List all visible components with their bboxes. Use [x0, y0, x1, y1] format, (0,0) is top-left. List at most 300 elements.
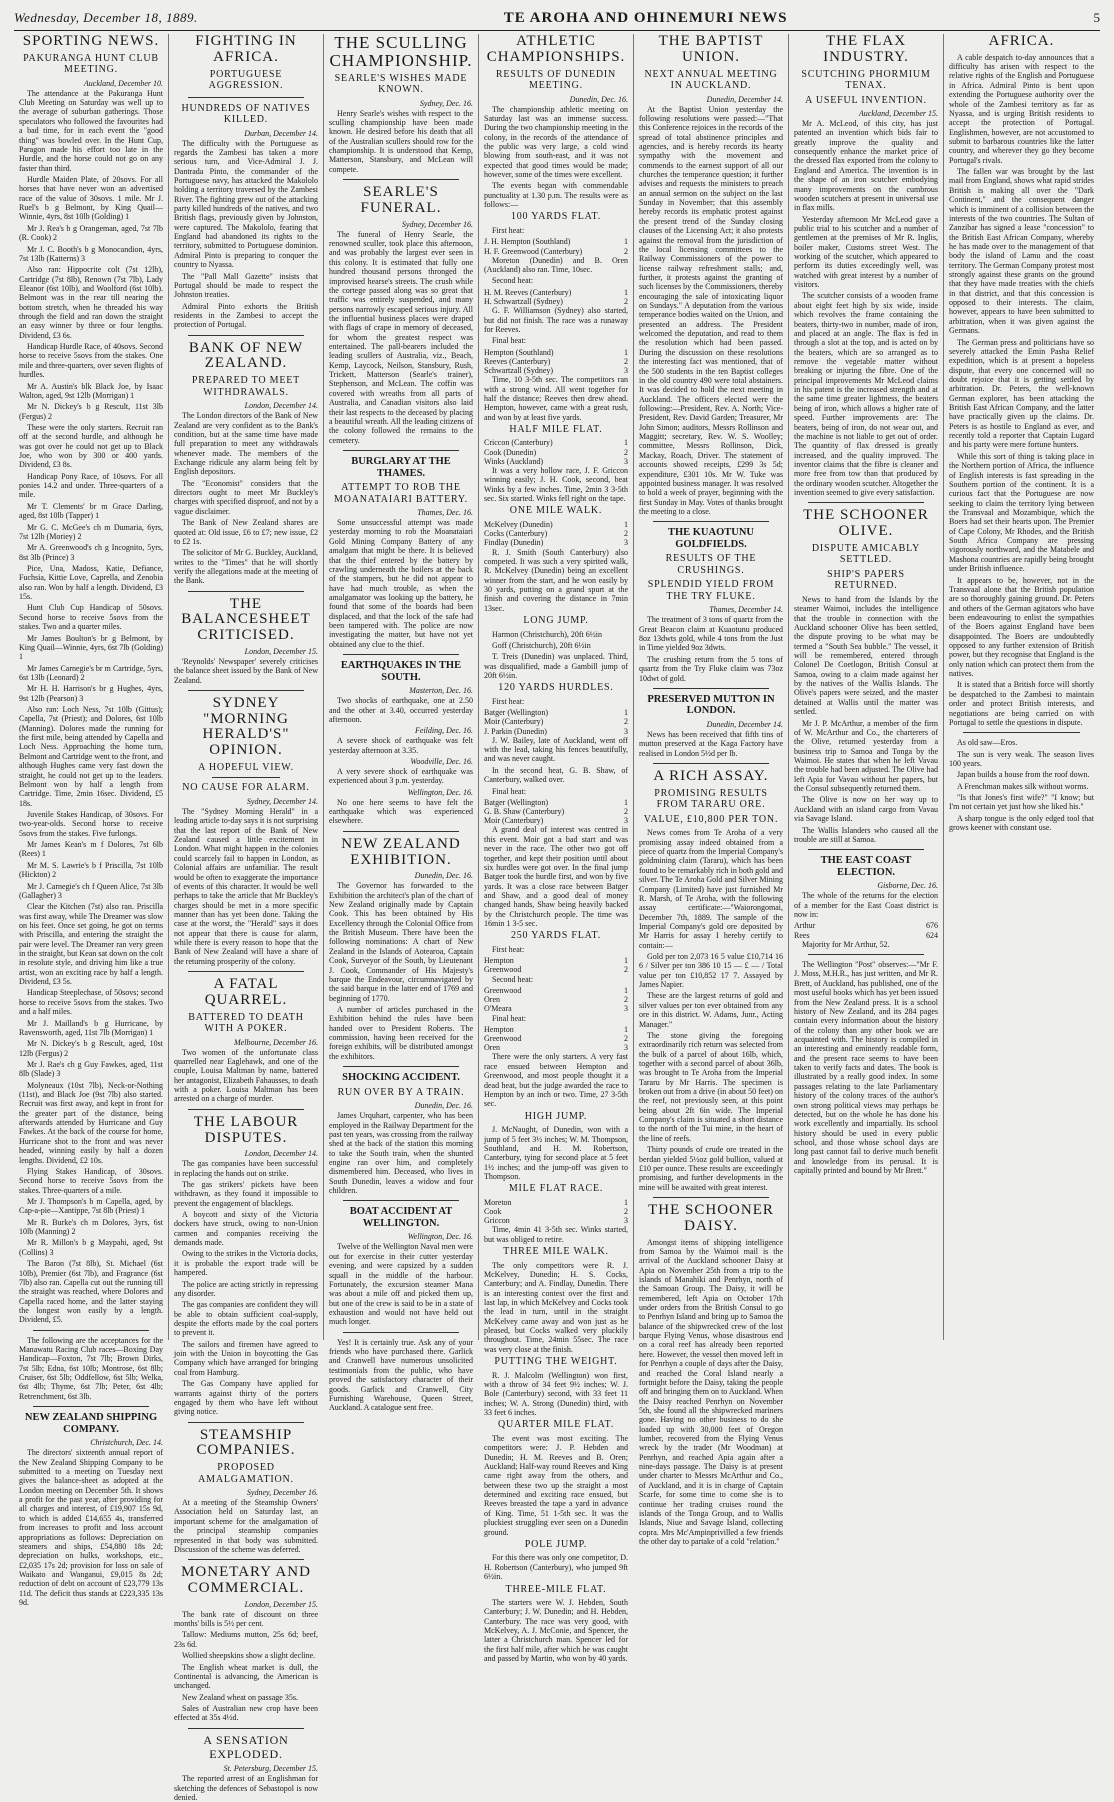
article-headline: SEARLE'S FUNERAL.	[360, 184, 442, 216]
article-paragraph: Mr A. Austin's blk Black Joe, by Isaac Walton, aged, 9st 12lb (Morrigan) 1	[19, 381, 163, 400]
result-place: 676	[926, 921, 938, 931]
result-place: 1	[624, 1197, 628, 1207]
column-rule	[808, 954, 924, 955]
article-paragraph: News has been received that fifth tins of mutton preserved at the Kaga Factory have realised in London 5½d per lb.	[639, 730, 783, 758]
result-row	[484, 457, 628, 466]
article-paragraph: The Olive is now on her way up to Auckland with an island cargo from Vavau via Savage Island.	[794, 795, 938, 824]
article-paragraph: The whole of the returns for the election of a member for the East Coast district is now in:	[794, 891, 938, 920]
column-rule	[653, 688, 769, 689]
article-dateline: Sydney, December 16.	[401, 219, 473, 229]
article-subheading: PORTUGUESE AGGRESSION.	[208, 68, 284, 91]
result-place: 2	[624, 807, 628, 817]
article-paragraph: Wollied sheepskins show a slight decline.	[182, 1651, 316, 1661]
result-name: Hempton	[484, 956, 514, 966]
article-subheading: SHIP'S PAPERS RETURNED.	[827, 568, 905, 592]
article-paragraph: Molyneaux (10st 7lb), Neck-or-Nothing (11st), and Black Joe (9st 7lb) also started. Recruit was first away, and kept in front for the greater part of the distance, being afterwards attended by Hurricane and Guy Fawkes. At the back of the course for home, Hurricane shot to the front and was never headed, winning easily by half a dozen lengths. Dividend, £2 10s.	[19, 1080, 163, 1165]
result-row	[484, 1034, 628, 1043]
article-paragraph: The events began with commendable punctuality at 1.30 p.m. The results were as follows:—	[484, 181, 628, 210]
article-paragraph: The following are the acceptances for the Manawatu Racing Club races—Boxing Day Handicap—Foxton, 7st 7lb; Brown Dirks, 7st 5lb; Edna, 6st 10lb; Montrose, 6st 8lb; Cruiser, 6st 5lb; Oddfellow, 6st 5lb; Welka, 6st 4lb; Thyme, 6st 7lb; Peter, 6st 4lb; Retrenchment, 6st 3lb.	[19, 1335, 163, 1401]
result-row	[484, 717, 628, 726]
article-paragraph: Henry Searle's wishes with respect to the sculling championship have been made known. He desired before his death that all of the Australian scullers should row for the championship. It is understood that Kemp, Matterson, Stansbury, and McLean will compete.	[329, 108, 473, 174]
article-paragraph: Admiral Pinto exhorts the British residents in the Zambesi to accept the protection of Portugal.	[174, 301, 318, 330]
article-paragraph: Gold per ton 2,073 16 5 value £10,714 16 6 / Silver per ton 386 10 15 — £ — / Total value per ton £10,852 17 7. Assayed by James Napier.	[639, 952, 783, 990]
article-paragraph: The sun is very weak. The season lives 100 years.	[949, 749, 1094, 768]
column-rule	[188, 591, 304, 592]
article-paragraph: The "Pall Mall Gazette" insists that Portugal should be made to respect the Johnston treaties.	[174, 271, 318, 300]
article-paragraph: Japan builds a house from the roof down.	[957, 770, 1090, 780]
result-row	[484, 1004, 628, 1013]
article-dateline: Dunedin, Dec. 16.	[414, 871, 473, 881]
news-column-6	[789, 34, 944, 1340]
article-headline: STEAMSHIP COMPANIES.	[196, 1426, 296, 1459]
article-subheading: PREPARED TO MEET WITHDRAWALS.	[191, 375, 301, 398]
result-name: Oren	[484, 995, 500, 1005]
result-row	[794, 921, 938, 930]
article-paragraph: Mr N. Dickey's b g Rescult, 11st 3lb (Fergus) 2	[19, 402, 163, 421]
article-subheading: NO CAUSE FOR ALARM.	[182, 782, 310, 794]
column-rule	[653, 1197, 769, 1198]
article-paragraph: The German press and politicians have so severely attacked the Emin Pasha Relief expedition, which is at present a hopeless dispute, that every one concerned will no doubt rejoice that it is getting settled by arbitration. Dr. Peters, the well-known German explorer, has been attacking the British East African Company, and the latter have practically given up the claims. Dr. Peters is as hostile to England as ever, and recently told a reporter that Captain Lugard and his party were mere fortune hunters.	[949, 337, 1094, 450]
section-headline: THE KUAOTUNU GOLDFIELDS.	[667, 527, 755, 550]
column-rule	[808, 849, 924, 850]
result-place: 3	[624, 456, 628, 466]
article-paragraph: J. W. Bailey, late of Auckland, went off with the lead, taking his fences beautifully, and was never caught.	[484, 735, 628, 764]
article-subheading: 100 YARDS FLAT.	[510, 211, 602, 223]
article-paragraph: The directors' sixteenth annual report of the New Zealand Shipping Company to be submitted to a meeting on Tuesday next gives the balance-sheet as adopted at the London meeting on December 5th. It shows a profit for the past year, after providing for all charges and interest, of £19,907 15s 9d, to which is added £14,655 4s, transferred from increases to profit and loss account appropriations as follows: Depreciation on steamers and ships, £54,880 18s 2d; depreciation on hulks, workshops, etc., £2,035 17s 2d; provision for loss on sale of Waikato and Wanganui, £9,015 8s 2d; reduction of debt on account of £23,779 13s 11d. The deficit thus stands at £223,335 13s 9d.	[19, 1448, 163, 1608]
article-subheading: HUNDREDS OF NATIVES KILLED.	[181, 102, 311, 125]
news-column-5	[634, 33, 789, 1546]
article-paragraph: The Governor has forwarded to the Exhibition the architect's plan of the chart of New Zealand originally made by Captain Cook. This has been obtained by His Excellency through the Colonial Office from the British Museum. There have been the following nominations: A chart of New Zealand in the Islands of Aotearoa, Captain Cook, Surveyor of the South, by Lieutenant J. Cook, Commander of His Majesty's barque the Endeavour, circumnavigated by the said barque in the latter end of 1769 and beginning of 1770.	[329, 881, 473, 1003]
result-name: Hempton (Southland)	[484, 347, 554, 357]
result-row	[484, 357, 628, 366]
article-dateline: London, December 14.	[244, 1149, 318, 1159]
article-paragraph: The event was most exciting. The competitors were: J. P. Hebden and Dunedin; H. M. Reeves and B. Oren; Auckland; Half-way round Reeves and King came right away from the others, and between these two up the straight a most determined and exciting race ensued, but Reeves breasted the tape a yard in advance of King. Time, 51 1-5th sec. It was the pluckiest struggling ever seen on a Dunedin ground.	[484, 1433, 628, 1537]
article-paragraph: Mr J. Mailland's b g Hurricane, by Ravensworth, aged, 11st 7lb (Morrigan) 1	[19, 1018, 163, 1037]
result-row	[484, 520, 628, 529]
article-paragraph: The championship athletic meeting on Saturday last was an immense success. During the two championship meeting in the colony, in the records of the attendance of the public was very large, a cold wind blowing from south-east, and it was not expected that good times would be made; however, some of the times were excellent.	[484, 104, 628, 180]
article-subheading: 250 YARDS FLAT.	[510, 930, 602, 942]
article-paragraph: Mr R. Millon's b g Maypahi, aged, 9st (Collins) 3	[19, 1238, 163, 1257]
article-paragraph: A Frenchman makes silk without worms.	[957, 781, 1089, 791]
result-place: 624	[926, 930, 938, 940]
news-column-3	[324, 33, 479, 1413]
article-subheading: HALF MILE FLAT.	[509, 423, 603, 435]
article-paragraph: The crushing return from the 5 tons of quartz from the Try Fluke claim was 73oz 10dwt of gold.	[639, 654, 783, 683]
article-headline: FIGHTING IN AFRICA.	[195, 33, 297, 65]
article-subheading: 120 YARDS HURDLES.	[498, 682, 614, 694]
result-name: Greenwood	[484, 965, 522, 975]
result-row	[484, 366, 628, 375]
article-paragraph: Tallow: Mediums mutton, 25s 6d; beef, 23s 6d.	[174, 1630, 318, 1649]
result-place: 1	[624, 708, 628, 718]
article-paragraph: Clear the Kitchen (7st) also ran. Priscilla was first away, while The Dreamer was slow on his feet. Once set going, he got on terms with Priscilla, and entering the straight the pair were level. The Dreamer ran very green in the straight, but Kean sat down on the colt in resolute style, and driving him like a true artist, won an exciting race by half a length. Dividend, £3 5s.	[19, 902, 163, 987]
article-paragraph: Mr J. Rae's ch g Guy Fawkes, aged, 11st 8lb (Slade) 3	[19, 1059, 163, 1079]
result-name: Criccon (Canterbury)	[484, 438, 553, 448]
news-column-1	[14, 33, 169, 1608]
result-place: 2	[624, 1206, 628, 1216]
section-headline: EARTHQUAKES IN THE SOUTH.	[340, 660, 462, 683]
result-place: 1	[624, 519, 628, 529]
result-row	[484, 727, 628, 736]
article-subheading: ONE MILE WALK.	[509, 505, 603, 517]
article-dateline: Woodville, Dec. 16.	[410, 756, 473, 766]
article-subheading: RESULTS OF THE CRUSHINGS.	[665, 553, 757, 576]
result-place: 1	[624, 956, 628, 966]
article-dateline: Sydney, Dec. 16.	[419, 98, 473, 108]
article-paragraph: Moreton (Dunedin) and B. Oren (Auckland) also ran. Time, 10sec.	[484, 255, 628, 275]
result-name: O'Meara	[484, 1004, 512, 1014]
article-headline: MONETARY AND COMMERCIAL.	[181, 1564, 311, 1596]
column-rule	[188, 1109, 304, 1110]
article-paragraph: A cable despatch to-day announces that a difficulty has arisen with respect to the relative rights of the English and Portuguese in Africa. Admiral Pinto is bent upon extending the Portuguese authority over the whole of the Zambesi territory as far as Nyassa, and is urging British residents to accept the protection of Portugal. Englishmen, however, are not accustomed to submit to barbarous countries like the latter country, and wherever they go they become Portugal's rivals.	[949, 52, 1094, 165]
result-row	[484, 1043, 628, 1052]
article-subheading: A USEFUL INVENTION.	[805, 94, 927, 106]
article-paragraph: G. F. Williamson (Sydney) also started, but did not finish. The race was a runaway for Reeves.	[484, 306, 628, 334]
column-rule	[343, 179, 459, 180]
article-dateline: Sydney, December 14.	[246, 796, 318, 806]
result-row	[484, 995, 628, 1004]
article-paragraph: The Gas Company have applied for warrants against thirty of the porters engaged by them who have left without giving notice.	[174, 1379, 318, 1417]
article-paragraph: Two women of the unfortunate class quarrelled near Eaglehawk, and one of the couple, Louisa Maltman by name, battered her antagonist, Elizabeth Fahausses, to death with a poker. Louisa Maltman has been arrested on a charge of murder.	[174, 1047, 318, 1104]
result-row	[484, 956, 628, 965]
article-paragraph: The Wellington "Post" observes:—"Mr F. J. Moss, M.H.R., has just written, and Mr R. Brett, of Auckland, has published, one of the most useful books which has yet been issued from the New Zealand press. It is a school history of New Zealand, and its 284 pages contain every information about the history of the colony than any other book we are acquainted with. The history is compiled in an interesting and eminently readable form, and the present race seems to have been taken to verify facts and dates. The book is illustrated by a really good index. In some passages relating to the late Parliamentary history of the colony traces of the author's own strong political views may perhaps be detected, but on the whole he has done his work excellently and impartially. Its school history should be used in every public school, and those whose school days are long past cannot fail to derive much benefit and knowledge from its perusal. It is capitally printed and bound by Mr Brett."	[794, 960, 938, 1176]
article-paragraph: It was a very hollow race, J. F. Griccon winning easily; J. H. Cook, second, beat Winks by a few inches. Time, 2min 3 3-5th sec. Six started. Winks fell right on the tape.	[484, 466, 628, 504]
result-name: Rees	[794, 930, 810, 940]
article-paragraph: Mr J. Carnegie's ch f Queen Alice, 7st 3lb (Gallagher) 3	[19, 881, 163, 900]
article-paragraph: Mr M. S. Lawrie's b f Priscilla, 7st 10lb (Hickton) 2	[19, 860, 163, 880]
column-rule	[963, 732, 1080, 733]
column-rule	[653, 763, 769, 764]
article-subheading: PROPOSED AMALGAMATION.	[198, 1462, 294, 1485]
column-rule	[343, 1332, 459, 1333]
column-rule	[33, 1330, 149, 1331]
result-row	[484, 529, 628, 538]
article-subheading: THREE-MILE FLAT.	[505, 1583, 607, 1595]
article-headline: THE LABOUR DISPUTES.	[193, 1113, 299, 1146]
result-row	[794, 931, 938, 940]
article-subheading: POLE JUMP.	[524, 1538, 588, 1550]
article-dateline: Wellington, Dec. 16.	[407, 1232, 473, 1242]
result-row	[484, 438, 628, 447]
result-place: 2	[624, 1034, 628, 1044]
result-place: 1	[624, 797, 628, 807]
result-row	[484, 708, 628, 717]
article-paragraph: The attendance at the Pakuranga Hunt Club Meeting on Saturday was well up to the average of suburban gatherings. Those speculators who followed the favourites had a bad time, for in each event the "good thing" was bowled over. In the Hunt Cup, Paragon made his effort too late in the Hurdle, and the horse could not go on any faster than third.	[19, 88, 163, 173]
article-paragraph: For this there was only one competitor, D. H. Robertson (Canterbury), who jumped 9ft 6½in.	[484, 1553, 628, 1582]
article-paragraph: Mr A. Greenwood's ch g Incognito, 5yrs, 8st 3lb (Prince) 3	[19, 543, 163, 562]
result-name: Batger (Wellington)	[484, 708, 549, 718]
result-row	[484, 297, 628, 306]
article-headline: THE BALANCESHEET CRITICISED.	[181, 595, 311, 644]
article-subheading: SPLENDID YIELD FROM THE TRY FLUKE.	[647, 579, 775, 602]
article-headline: AFRICA.	[988, 33, 1055, 49]
result-row	[484, 288, 628, 297]
article-paragraph: The gas companies have been successful in replacing the hands out on strike.	[174, 1159, 318, 1178]
article-paragraph: At a meeting of the Steamship Owners' Association held on Saturday last, an important scheme for the amalgamation of the principal steamship companies represented in that body was submitted. Discussion of the scheme was deferred.	[174, 1498, 318, 1554]
result-name: Findlay (Dunedin)	[484, 538, 544, 548]
column-rule	[343, 1066, 459, 1067]
article-dateline: Christchurch, Dec. 14.	[90, 1438, 163, 1448]
article-paragraph: 'Reynolds' Newspaper' severely criticises the balance sheet issued by the Bank of New Zealand.	[174, 656, 318, 685]
result-row	[484, 1216, 628, 1225]
article-paragraph: R. J. Smith (South Canterbury) also competed. It was such a very spirited walk, R. McKelvey (Dunedin) being an excellent winner from the start, and he won easily by 30 yards, putting on a grand spurt at the finish and covering the distance in 7min 13sec.	[484, 547, 628, 613]
article-paragraph: The only competitors were R. J. McKelvey, Dunedin; H. S. Cocks, Canterbury; and A. Findlay, Dunedin. There is an interesting contest over the first and last lap, in which McKelvey and Cocks took the lead in turn, until in the straight McKelvey came away and won just as he pleased, but Cocks walked very pluckily throughout. Time, 24min 55sec. The race was very close at the finish.	[484, 1260, 628, 1354]
article-paragraph: The police are acting strictly in repressing any disorder.	[174, 1279, 318, 1298]
article-paragraph: Mr James Boulton's br g Belmont, by King Quail—Winnie, 4yrs, 6st 7lb (Golding) 1	[19, 633, 163, 662]
article-paragraph: The reported arrest of an Englishman for sketching the defences of Sebastopol is now denied.	[174, 1774, 318, 1802]
article-paragraph: It is stated that a British force will shortly be despatched to the Zambesi to maintain order and protect British interests, and negotiations are being carried on with Portugal to settle the questions in dispute.	[949, 680, 1094, 727]
column-rule	[343, 450, 459, 451]
article-paragraph: New Zealand wheat on passage 35s.	[182, 1692, 298, 1702]
column-rule	[188, 1728, 304, 1729]
article-paragraph: A very severe shock of earthquake was experienced about 3 p.m. yesterday.	[329, 766, 473, 786]
result-name: Oren	[484, 1043, 500, 1053]
article-dateline: Auckland, December 10.	[83, 78, 163, 88]
section-headline: SHOCKING ACCIDENT.	[342, 1072, 460, 1084]
article-paragraph: The difficulty with the Portuguese as regards the Zambesi has taken a more serious turn, and Vice-Admiral J. J. Dantrada Pinto, the commander of the Portuguese navy, has attacked the Makololo holding a territory traversed by the Zambesi River. The fighting grew out of the attacking party killed hundreds of the natives, and two British flags, previously given by Johnston, were captured. The Makololo, fearing that England had abandoned its rights to the territory, submitted to Portuguese dominion. Admiral Pinto is preparing to conquer the country to Nyassa.	[174, 138, 318, 270]
news-column-2	[169, 33, 324, 1802]
article-paragraph: Second heat:	[492, 276, 534, 286]
article-paragraph: A grand deal of interest was centred in this event. Moir got a bad start and was never in the race. The other two got off together, and kept their position until about six hurdles were got over. In the final jump Batger took the hurdle first, and won by five yards. It was a close race between Batger and Shaw, and a good deal of money changed hands, Shaw being heavily backed by the Christchurch people. The time was 16min 1 3-5 sec.	[484, 825, 628, 929]
article-dateline: London, December 15.	[244, 646, 318, 656]
article-dateline: Melbourne, December 16.	[234, 1037, 318, 1047]
article-paragraph: At the Baptist Union yesterday the following resolutions were passed:—"That this Conference rejoices in the records of the spread of total abstinence principles and agencies, and is hereby records its hearty sympathy with the movement and commends to the earnest support of all our churches the temperance question; it further advises and requests the ministers to preach an annual sermon on the subject on the last Sunday in November; that this assembly hereby records its emphatic protest against the present trend of the Sunday closing clauses of the Licensing Act; it also protests against the removal from the jurisdiction of the local licensing committees to the Railway Commissioners of the power to license railway refreshment stalls; and, further, it protests against the granting of such licenses by the Commissioners, thereby encouraging the sale of intoxicating liquor on Sundays." A deputation from the various temperance bodies waited on the Union, and presented an address. The President welcomed the deputation, and read to them the resolution which had been passed. During the discussion on these resolutions the interesting fact was mentioned, that of the 500 students in the ten Baptist colleges in the old country 490 were total abstainers. It was decided to hold the next meeting in Auckland. The officers elected were the following:—President, Rev. A. North; Vice-President, Rev. David Garden; Treasurer, Mr John Simon; auditors, Messrs Rollinson and Maggitt; secretary, Rev. W. S. Woolley; committee, Messrs Rollinson, Dick, Mackay, Roach, Driver. The statement of accounts showed receipts, £299 3s 5d; expenditure, £301 10s. Mr W. Tuke was appointed business manager. It was resolved to hold a week of prayer, beginning with the first Sunday in May. Votes of thanks brought the meeting to a close.	[639, 104, 783, 516]
column-rule	[188, 971, 304, 972]
result-row	[484, 986, 628, 995]
article-subheading: QUARTER MILE FLAT.	[497, 1419, 615, 1431]
result-place: 2	[624, 356, 628, 366]
article-paragraph: The gas strikers' pickets have been withdrawn, as they found it impossible to prevent the engagement of blacklegs.	[174, 1179, 318, 1208]
article-dateline: Auckland, December 15.	[858, 109, 938, 118]
article-paragraph: These were the only starters. Recruit ran off at the second hurdle, and although he was got over he could not get up to Black Joe, who won by 300 or 400 yards. Dividend, £3 8s.	[19, 422, 163, 470]
result-name: Reeves (Canterbury)	[484, 356, 551, 366]
article-paragraph: News comes from Te Aroha of a very promising assay indeed obtained from a piece of quartz from the Imperial Company's goldmining claim (Tararu), which has been found to be remarkably rich in both gold and silver. The Te Aroha Gold and Silver Mining Company (Limited) have just furnished Mr R. Marsh, of Te Aroha, with the following assay certificate:—"Waiorongomai, December 7th, 1889. The sample of the Imperial Company's gold ore deposited by Mr Harris for assay I hereby certify to contain:—	[639, 828, 783, 950]
article-paragraph: Mr H. H. Harrison's br g Hughes, 4yrs, 9st 12lb (Pearson) 3	[19, 684, 163, 703]
column-rule	[212, 777, 280, 778]
column-rule	[808, 502, 924, 503]
article-paragraph: Mr J. P. McArthur, a member of the firm of W. McArthur and Co., the charterers of the Olive, returned yesterday from a business trip to Samoa and Tonga by the Waimoi. He states that when he left Vavau the trouble had been adjusted. The Olive had left Apia for Vavau without her papers, but the Consul subsequently returned them.	[794, 718, 938, 794]
result-row	[484, 448, 628, 457]
article-headline: ATHLETIC CHAMPIONSHIPS.	[486, 33, 626, 65]
issue-date: Wednesday, December 18, 1889.	[14, 10, 198, 25]
article-paragraph: Time, 10 3-5th sec. The competitors ran with a strong wind. All went together for half the distance; Reeves then drew ahead. Hempton, however, came with a great rush, and won by at least five yards.	[484, 375, 628, 422]
article-paragraph: Mr James Carnegie's br m Cartridge, 5yrs, 6st 13lb (Leonard) 2	[19, 663, 163, 682]
result-row	[484, 348, 628, 357]
article-paragraph: Owing to the strikes in the Victoria docks, it is probable the export trade will be hampered.	[174, 1249, 318, 1278]
article-paragraph: Mr James Kean's m f Dolores, 7st 6lb (Rees) 1	[19, 840, 163, 859]
article-paragraph: Yes! It is certainly true. Ask any of your friends who have purchased there. Garlick and Cranwell have numerous unsolicited testimonials from the public, who have proved the satisfactory character of their goods. Garlick and Cranwell, City Furnishing Warehouse, Queen Street, Auckland. A catalogue sent free.	[329, 1337, 473, 1413]
section-headline: BURGLARY AT THE THAMES.	[351, 455, 451, 479]
result-row	[484, 237, 628, 246]
result-name: Winks (Auckland)	[484, 456, 543, 466]
article-headline: SPORTING NEWS.	[22, 33, 160, 49]
column-rule	[343, 654, 459, 655]
article-dateline: Thames, Dec. 16.	[417, 508, 473, 518]
article-subheading: SCUTCHING PHORMIUM TENAX.	[801, 68, 931, 91]
result-name: H. F. Greenwood (Canterbury)	[484, 246, 583, 256]
article-paragraph: A boycott and sixty of the Victoria dockers have struck, owing to non-Union carmen and companies receiving the demands made.	[174, 1210, 318, 1248]
article-paragraph: Hurdle Maiden Plate, of 20sovs. For all horses that have never won an advertised race of the value of 30sovs. 1 mile. Mr J. Ruel's b g Belmont, by King Quail—Winnie, 4yrs, 8st 10lb (Golding) 1	[19, 174, 163, 222]
article-subheading: PROMISING RESULTS FROM TARARU ORE.	[654, 787, 768, 811]
article-paragraph: Mr G. C. McGee's ch m Dumaria, 6yrs, 7st 12lb (Moriey) 2	[19, 522, 163, 541]
result-name: Cocks (Canterbury)	[484, 529, 548, 539]
result-name: Schwartzall (Sydney)	[484, 365, 554, 375]
result-place: 3	[624, 816, 628, 826]
article-paragraph: The Bank of New Zealand shares are quoted at: Old issue, £6 to £7; new issue, £2 to £2 1s.	[174, 518, 318, 546]
article-paragraph: Handicap Hurdle Race, of 40sovs. Second horse to receive 5sovs from the stakes. One mile and three-quarters, over seven flights of hurdles.	[19, 342, 163, 380]
result-place: 3	[624, 726, 628, 736]
article-paragraph: The treatment of 3 tons of quartz from the Great Beacon claim at Kuaotunu produced 8oz 13dwts gold, while 4 tons from the Just in Time yielded 9oz 3dwts.	[639, 615, 783, 653]
article-paragraph: T. Treis (Dunedin) was unplaced. Third, was disqualified, made a Gambill jump of 20ft 6½in.	[484, 652, 628, 680]
article-paragraph: The Wallis Islanders who caused all the trouble are still at Samoa.	[794, 825, 938, 844]
result-name: Batger (Wellington)	[484, 797, 549, 807]
article-dateline: Sydney, December 16.	[246, 1488, 318, 1498]
result-row	[484, 816, 628, 825]
section-headline: BOAT ACCIDENT AT WELLINGTON.	[349, 1206, 453, 1229]
article-paragraph: J. McNaught, of Dunedin, won with a jump of 5 feet 3½ inches; W. M. Thompson, Southland, and H. M. Robertson, Canterbury, tying for second place at 5 feet 1½ inches; and the jump-off was given to Thompson.	[484, 1125, 628, 1181]
page-number: 5	[1093, 10, 1100, 25]
article-paragraph: News to hand from the Islands by the steamer Waimoi, includes the intelligence that the trouble in connection with the Auckland schooner Olive has been settled, the dispute proving to be what may be termed a "South Sea bubble." The vessel, it will be remembered, entered through Colonel De Coetlogon, British Consul at Samoa, owing to a claim made against her by the natives of the Wallis Islands. The Olive's papers were seized, and the master detained at Wallis until the matter was settled.	[794, 594, 938, 717]
article-dateline: Dunedin, Dec. 16.	[569, 94, 628, 104]
article-headline: THE FLAX INDUSTRY.	[823, 33, 909, 65]
article-dateline: Durban, December 14.	[244, 128, 318, 138]
article-dateline: St. Petersburg, December 15.	[223, 1764, 318, 1774]
article-subheading: MILE FLAT RACE.	[508, 1183, 604, 1195]
result-place: 2	[624, 717, 628, 727]
column-rule	[188, 690, 304, 691]
article-paragraph: Majority for Mr Arthur, 52.	[802, 939, 890, 949]
article-headline: THE BAPTIST UNION.	[658, 33, 764, 65]
article-subheading: BATTERED TO DEATH WITH A POKER.	[188, 1011, 304, 1035]
article-subheading: A SENSATION EXPLODED.	[203, 1732, 289, 1761]
article-headline: SYDNEY "MORNING HERALD'S" OPINION.	[202, 694, 290, 759]
article-dateline: Thames, December 14.	[709, 605, 783, 615]
result-row	[484, 965, 628, 974]
article-paragraph: "Is that Jones's first wife?" "I know; but I'm not certain yet just how she liked his."	[949, 793, 1094, 812]
column-rule	[343, 1200, 459, 1201]
article-paragraph: Mr J. C. Booth's b g Monocandion, 4yrs, 7st 13lb (Katterns) 3	[19, 244, 163, 263]
result-name: Moir (Canterbury)	[484, 816, 544, 826]
result-row	[484, 807, 628, 816]
article-headline: THE SCHOONER DAISY.	[648, 1202, 774, 1234]
article-paragraph: It appears to be, however, not in the Transvaal alone that the British population are so thoroughly gaining ground. Dr. Peters and others of the German agitators who have been endeavouring to enlist the sympathies of the Boers against England have been disappointed. The Boers are undoubtedly opposed to any further extension of British power, but they recognise that England is the only nation which can protect them from the natives.	[949, 575, 1094, 679]
article-paragraph: The funeral of Henry Searle, the renowned sculler, took place this afternoon, and was probably the largest ever seen in this colony. It is estimated that fully one hundred thousand persons thronged the improvised hearse's streets. The crush while the cortege passed along was so great that traffic was entirely suspended, and many persons narrowly escaped serious injury. All the influential business places were draped with flags of crape in memory of deceased, for whom the greatest respect was entertained. The pall-bearers included the leading scullers of Australia, viz., Beach, Kemp, Laycock, Neilson, Stansbury, Rush, Trickett, Matterson (Searle's trainer), Stephenson, and McLean. The coffin was covered with wreaths from all parts of Australia, and Canadian visitors also laid their last respects to the deceased by placing a beautiful wreath. All the leading citizens of the colony followed the remains to the cemetery.	[329, 229, 473, 445]
column-rule	[653, 521, 769, 522]
article-dateline: Dunedin, Dec. 16.	[414, 1101, 473, 1111]
article-paragraph: Mr T. Clements' br m Grace Darling, aged, 8st 10lb (Tapper) 1	[19, 501, 163, 521]
article-paragraph: Mr J. Rea's b g Orangeman, aged, 7st 7lb (R. Cook) 2	[19, 223, 163, 243]
article-subheading: SEARLE'S WISHES MADE KNOWN.	[334, 72, 468, 96]
article-paragraph: The stone giving the foregoing extraordinarily rich return was selected from the bulk of a parcel of about 16lb, which, together with a second parcel of about 36lb, was brought to Te Aroha from the Imperial Tararu by Mr Harris. The specimen is broken out from a drive (in about 50 feet) on the reef, not previously seen, at this point being about 2ft 6in wide. The Imperial Company's claim is situated a short distance to the north of the Tui mine, in the heart of the line of reefs.	[639, 1030, 783, 1143]
article-paragraph: Mr R. Burke's ch m Dolores, 3yrs, 6st 10lb (Manning) 2	[19, 1217, 163, 1237]
article-paragraph: R. J. Malcolm (Wellington) won first, with a throw of 34 feet 9½ inches; W. J. Bole (Canterbury) second, with 33 feet 11 inches; W. A. Strong (Dunedin) third, with 33 feet 6 inches.	[484, 1370, 628, 1418]
result-name: G. B. Shaw (Canterbury)	[484, 807, 565, 817]
article-paragraph: Handicap Steeplechase, of 50sovs; second horse to receive 5sovs from the stakes. Two and a half miles.	[19, 988, 163, 1017]
column-container	[14, 33, 1100, 1802]
article-headline: NEW ZEALAND EXHIBITION.	[341, 835, 461, 868]
result-place: 2	[624, 995, 628, 1005]
article-dateline: London, December 14.	[244, 401, 318, 411]
article-paragraph: Flying Stakes Handicap, of 30sovs. Second horse to receive 5sovs from the stakes. Three-quarters of a mile.	[19, 1166, 163, 1195]
article-paragraph: First heat:	[492, 696, 525, 706]
result-row	[484, 1207, 628, 1216]
article-paragraph: The "Sydney Morning Herald" in a leading article to-day says it is not surprising that the last report of the Bank of New Zealand caused a little excitement in London. What might happen in the colonies could scarcely fail to happen in London, as Colonial affairs are unfamiliar. The result would be often to exaggerate the importance of events of this character. It would be well perhaps to take the article that Mr Buckley's charges should be met in a more specific manner than has yet been done. Taking the case at the worst, the "Herald" says it does not appear that there is cause for alarm, while there is every reason to hope that the Bank of New Zealand will have a share of the returning prosperity of the colony.	[174, 806, 318, 966]
article-paragraph: The Baron (7st 8lb), St. Michael (6st 10lb), Premier (6st 7lb), and Fragrance (6st 7lb) also ran. Capella cut out the running till the straight was reached, where Dolores and Capella raced home, and the latter staying the longest won easily by a length. Dividend, £5.	[19, 1259, 163, 1325]
result-place: 1	[624, 287, 628, 297]
masthead	[14, 6, 1100, 31]
result-place: 1	[624, 438, 628, 448]
article-subheading: RUN OVER BY A TRAIN.	[337, 1086, 465, 1098]
result-place: 3	[624, 1216, 628, 1226]
article-headline: THE SCHOONER OLIVE.	[803, 507, 929, 540]
column-rule	[188, 1559, 304, 1560]
result-name: Moir (Canterbury)	[484, 717, 544, 727]
result-name: H. M. Reeves (Canterbury)	[484, 287, 572, 297]
section-headline: PRESERVED MUTTON IN LONDON.	[647, 693, 775, 717]
article-subheading: DISPUTE AMICABLY SETTLED.	[811, 542, 921, 566]
article-paragraph: First heat:	[492, 225, 525, 235]
result-row	[484, 247, 628, 256]
article-paragraph: Juvenile Stakes Handicap, of 30sovs. For two-year-olds. Second horse to receive 5sovs from the stakes. Five furlongs.	[19, 809, 163, 838]
article-dateline: Dunedin, December 14.	[706, 720, 783, 730]
result-name: H. Schwartzall (Sydney)	[484, 296, 563, 306]
article-paragraph: Some unsuccessful attempt was made yesterday morning to rob the Moanataiari Gold Mining Company Battery of any amalgam that might be there. It is believed that the thief entered by the battery by crawling underneath the boilers at the back of the stampers, but he did not appear to have had much trouble, as when the amalgamator was looking up the battery, he found that some of the boards had been displaced, and that the lock of the safe had been tampered with. The police are now investigating the matter, but have not yet obtained any clue to the thief.	[329, 518, 473, 649]
article-paragraph: A number of articles purchased in the Exhibition behind the rules have been handed over to President Roberts. The commission, having been received for the foreign exhibits, will be distributed amongst the exhibitors.	[329, 1004, 473, 1061]
column-rule	[188, 97, 304, 98]
article-dateline: Gisborne, Dec. 16.	[877, 881, 938, 891]
article-paragraph: Hunt Club Cup Handicap of 50sovs. Second horse to receive 5sovs from the stakes. Two and a quarter miles.	[19, 603, 163, 632]
article-paragraph: Mr J. Thompson's b m Capella, aged, by Cap-a-pie—Xantippe, 7st 8lb (Priest) 1	[19, 1197, 163, 1216]
article-paragraph: Goff (Christchurch), 20ft 6½in	[492, 640, 591, 650]
article-dateline: Feilding, Dec. 16.	[415, 726, 473, 736]
result-row	[484, 798, 628, 807]
article-paragraph: The "Economist" considers that the directors ought to meet Mr Buckley's charges with specified disproof, and not by a vague disclaimer.	[174, 478, 318, 516]
article-headline: A FATAL QUARREL.	[204, 976, 288, 1008]
result-place: 3	[624, 365, 628, 375]
result-place: 1	[624, 986, 628, 995]
result-place: 1	[624, 1024, 628, 1034]
article-paragraph: James Urquhart, carpenter, who has been employed in the Railway Department for the past ten years, was crossing from the railway shed at the back of the station this morning to take the South train, when the shunted engine ran over him, and completely dismembered him. Deceased, who lives in South Dunedin, leaves a widow and four children.	[329, 1111, 473, 1196]
article-paragraph: The solicitor of Mr G. Buckley, Auckland, writes to the "Times" that he will shortly verify the allegations made at the meeting of the Bank.	[174, 548, 318, 586]
result-place: 2	[624, 965, 628, 975]
column-rule	[33, 1406, 149, 1407]
result-name: Cook (Dunedin)	[484, 447, 537, 457]
article-dateline: Wellington, Dec. 16.	[407, 787, 473, 797]
result-name: Greenwood	[484, 986, 522, 995]
article-subheading: THREE MILE WALK.	[503, 1246, 609, 1258]
news-column-7	[944, 34, 1099, 1340]
result-place: 3	[624, 1004, 628, 1014]
result-name: Arthur	[794, 921, 816, 931]
article-paragraph: These are the largest returns of gold and silver values per ton ever obtained from any ore in this district. W. Adams, Junr., Acting Manager."	[639, 991, 783, 1029]
article-paragraph: The fallen war was brought by the last mail from England, shows what rapid strides British is making all over the "Dark Continent," and the consequent danger which is imminent of a collision between the interests of the two countries. The Sultan of Zanzibar has signed a lease "concession" to the British East African Company, whereby he has made over to the management of that body the island of Lamu and the coast territory. The German Company protest most strongly against these grants on the ground that they have made treaties with the chiefs in that district, and that this concession is opposed to their interests. The claim, however, appears to have been submitted to arbitration, when it was given against the Germans.	[949, 167, 1094, 336]
result-place: 1	[624, 237, 628, 247]
column-rule	[188, 1422, 304, 1423]
article-paragraph: As old saw—Eros.	[957, 738, 1018, 748]
result-name: Hempton	[484, 1024, 514, 1034]
article-paragraph: The English wheat market is dull, the Continental is advancing, the American is unchanged.	[174, 1662, 318, 1691]
article-paragraph: First heat:	[492, 944, 525, 954]
section-headline: NEW ZEALAND SHIPPING COMPANY.	[24, 1412, 158, 1435]
article-subheading: NEXT ANNUAL MEETING IN AUCKLAND.	[644, 68, 778, 91]
section-headline: THE EAST COAST ELECTION.	[820, 855, 912, 878]
result-name: Moreton	[484, 1197, 512, 1207]
result-name: J. Parkin (Dunedin)	[484, 726, 547, 736]
article-paragraph: The starters were W. J. Hebden, South Canterbury; J. W. Dunedin; and H. Hebden, Canterbury. The race was very good, with McKelvey, A. J. McConie, and Spencer, the latter a Christchurch man. Spencer led for the first half mile, after which he was caught and passed by Martin, who won by 40 yards.	[484, 1598, 628, 1664]
article-subheading: RESULTS OF DUNEDIN MEETING.	[495, 68, 617, 91]
article-paragraph: A sharp tongue is the only edged tool that grows keener with constant use.	[949, 813, 1094, 833]
result-place: 2	[624, 246, 628, 256]
